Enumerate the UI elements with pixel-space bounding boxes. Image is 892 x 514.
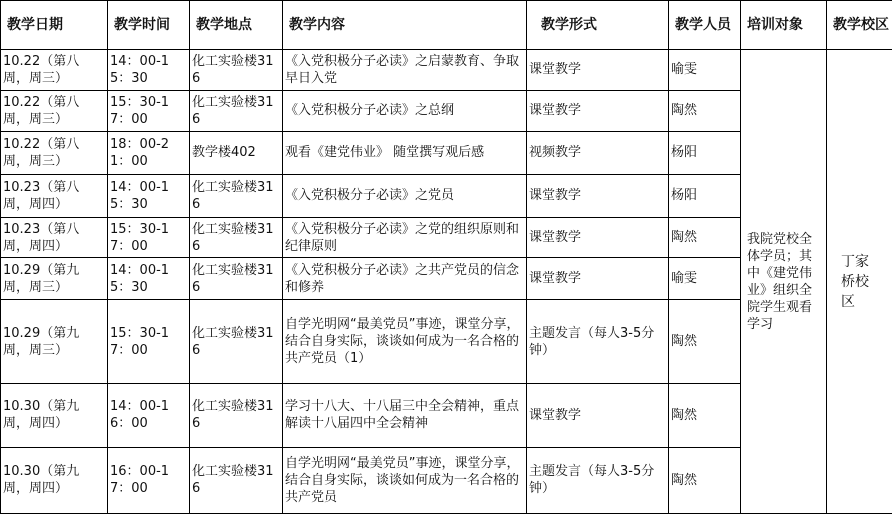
header-form: 教学形式	[527, 1, 669, 50]
cell-place: 化工实验楼316	[190, 174, 283, 217]
header-place: 教学地点	[190, 1, 283, 50]
cell-teacher: 喻雯	[669, 50, 741, 91]
cell-time: 14：00-15：30	[108, 50, 190, 91]
cell-date: 10.23（第八周，周四）	[1, 217, 108, 258]
cell-content: 《入党积极分子必读》之党的组织原则和纪律原则	[283, 217, 527, 258]
cell-content: 自学光明网“最美党员”事迹，课堂分享，结合自身实际，谈谈如何成为一名合格的共产党员（1）	[283, 300, 527, 384]
cell-date: 10.22（第八周，周三）	[1, 90, 108, 131]
cell-form: 视频教学	[527, 131, 669, 174]
header-target: 培训对象	[741, 1, 827, 50]
cell-form: 课堂教学	[527, 258, 669, 300]
cell-place: 化工实验楼316	[190, 217, 283, 258]
header-time: 教学时间	[108, 1, 190, 50]
cell-date: 10.30（第九周，周四）	[1, 447, 108, 513]
cell-target: 我院党校全体学员；其中《建党伟业》组织全院学生观看学习	[741, 50, 827, 514]
cell-content: 《入党积极分子必读》之共产党员的信念和修养	[283, 258, 527, 300]
table-row	[1, 50, 892, 91]
cell-form: 课堂教学	[527, 217, 669, 258]
cell-place: 化工实验楼316	[190, 447, 283, 513]
cell-date: 10.23（第八周，周四）	[1, 174, 108, 217]
cell-form: 主题发言（每人3-5分钟）	[527, 447, 669, 513]
cell-form: 课堂教学	[527, 384, 669, 447]
cell-form: 课堂教学	[527, 174, 669, 217]
cell-place: 化工实验楼316	[190, 90, 283, 131]
header-date: 教学日期	[1, 1, 108, 50]
cell-content: 观看《建党伟业》 随堂撰写观后感	[283, 131, 527, 174]
cell-content: 《入党积极分子必读》之总纲	[283, 90, 527, 131]
header-teacher: 教学人员	[669, 1, 741, 50]
header-campus: 教学校区	[827, 1, 892, 50]
cell-teacher: 喻雯	[669, 258, 741, 300]
cell-time: 16：00-17：00	[108, 447, 190, 513]
cell-teacher: 陶然	[669, 217, 741, 258]
cell-place: 教学楼402	[190, 131, 283, 174]
cell-time: 14：00-15：30	[108, 174, 190, 217]
cell-form: 课堂教学	[527, 90, 669, 131]
cell-date: 10.22（第八周，周三）	[1, 50, 108, 91]
cell-place: 化工实验楼316	[190, 384, 283, 447]
cell-content: 学习十八大、十八届三中全会精神，重点解读十八届四中全会精神	[283, 384, 527, 447]
cell-date: 10.29（第九周，周三）	[1, 300, 108, 384]
cell-time: 14：00-16：00	[108, 384, 190, 447]
cell-time: 18：00-21：00	[108, 131, 190, 174]
cell-date: 10.22（第八周，周三）	[1, 131, 108, 174]
cell-campus: 丁家桥校区	[827, 50, 892, 514]
header-content: 教学内容	[283, 1, 527, 50]
cell-time: 15：30-17：00	[108, 90, 190, 131]
cell-place: 化工实验楼316	[190, 258, 283, 300]
cell-form: 主题发言（每人3-5分钟）	[527, 300, 669, 384]
cell-content: 《入党积极分子必读》之启蒙教育、争取早日入党	[283, 50, 527, 91]
cell-teacher: 杨阳	[669, 174, 741, 217]
cell-content: 《入党积极分子必读》之党员	[283, 174, 527, 217]
cell-place: 化工实验楼316	[190, 50, 283, 91]
cell-teacher: 陶然	[669, 384, 741, 447]
cell-teacher: 杨阳	[669, 131, 741, 174]
cell-content: 自学光明网“最美党员”事迹，课堂分享，结合自身实际，谈谈如何成为一名合格的共产党员	[283, 447, 527, 513]
cell-time: 15：30-17：00	[108, 300, 190, 384]
cell-time: 15：30-17：00	[108, 217, 190, 258]
cell-place: 化工实验楼316	[190, 300, 283, 384]
cell-teacher: 陶然	[669, 300, 741, 384]
cell-date: 10.29（第九周，周三）	[1, 258, 108, 300]
header-row	[1, 1, 892, 50]
cell-teacher: 陶然	[669, 447, 741, 513]
cell-teacher: 陶然	[669, 90, 741, 131]
cell-date: 10.30（第九周，周四）	[1, 384, 108, 447]
cell-form: 课堂教学	[527, 50, 669, 91]
cell-time: 14：00-15：30	[108, 258, 190, 300]
